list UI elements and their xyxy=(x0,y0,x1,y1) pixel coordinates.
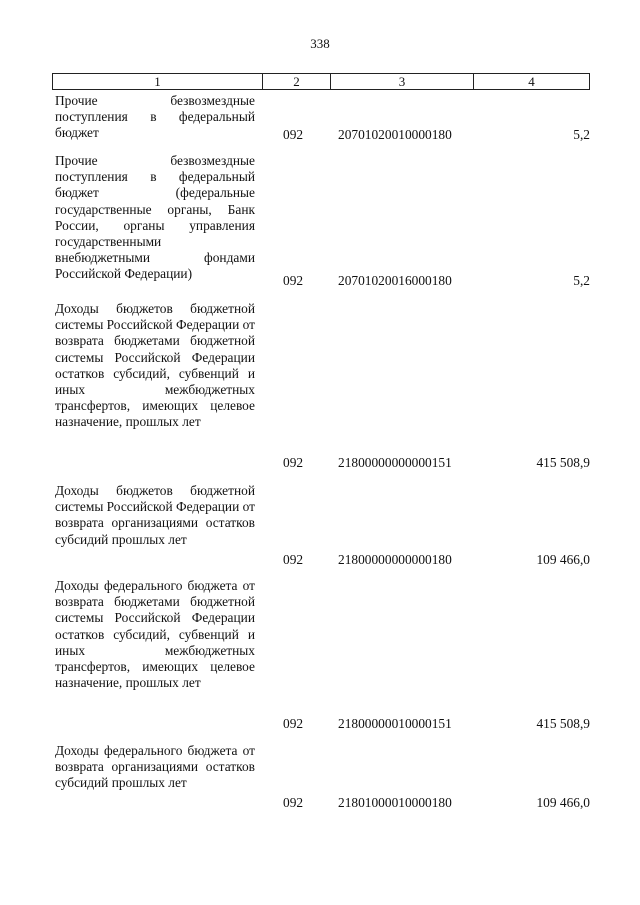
row-amount: 109 466,0 xyxy=(536,795,590,810)
row-code: 092 xyxy=(283,552,304,567)
header-col-1: 1 xyxy=(53,74,263,89)
row-amount: 5,2 xyxy=(573,273,590,288)
row-kbk: 21801000010000180 xyxy=(338,795,452,810)
header-col-3: 3 xyxy=(331,74,474,89)
row-code: 092 xyxy=(283,716,304,731)
row-code: 092 xyxy=(283,127,304,142)
row-description: Доходы федерального бюджета от возврата организациями остатков субсидий прошлых лет xyxy=(55,743,255,791)
row-kbk: 21800000000000180 xyxy=(338,552,452,567)
row-description: Доходы бюджетов бюджетной системы Российской Федерации от возврата организациями остатков субсидий прошлых лет xyxy=(55,483,255,547)
row-code: 092 xyxy=(283,795,304,810)
row-kbk: 21800000000000151 xyxy=(338,455,452,470)
table-header xyxy=(52,73,590,90)
row-description: Прочие безвозмездные поступления в федеральный бюджет xyxy=(55,93,255,141)
row-description: Доходы бюджетов бюджетной системы Российской Федерации от возврата бюджетами бюджетной системы Российской Федерации остатков субсидий, субвенций и иных межбюджетных трансфертов, имеющих целевое назначение, прошлых лет xyxy=(55,301,255,430)
header-col-4: 4 xyxy=(528,74,535,89)
row-description: Доходы федерального бюджета от возврата бюджетами бюджетной системы Российской Федерации остатков субсидий, субвенций и иных межбюджетных трансфертов, имеющих целевое назначение, прошлых лет xyxy=(55,578,255,691)
row-amount: 109 466,0 xyxy=(536,552,590,567)
row-code: 092 xyxy=(283,273,304,288)
row-code: 092 xyxy=(283,455,304,470)
row-amount: 5,2 xyxy=(573,127,590,142)
header-col-2: 2 xyxy=(263,74,331,89)
row-kbk: 21800000010000151 xyxy=(338,716,452,731)
row-amount: 415 508,9 xyxy=(536,716,590,731)
row-kbk: 20701020010000180 xyxy=(338,127,452,142)
row-amount: 415 508,9 xyxy=(536,455,590,470)
row-description: Прочие безвозмездные поступления в федеральный бюджет (федеральные государственные органы, Банк России, органы управления государственными внебюджетными фондами Российской Федерации) xyxy=(55,153,255,282)
page-number: 338 xyxy=(310,36,330,51)
row-kbk: 20701020016000180 xyxy=(338,273,452,288)
